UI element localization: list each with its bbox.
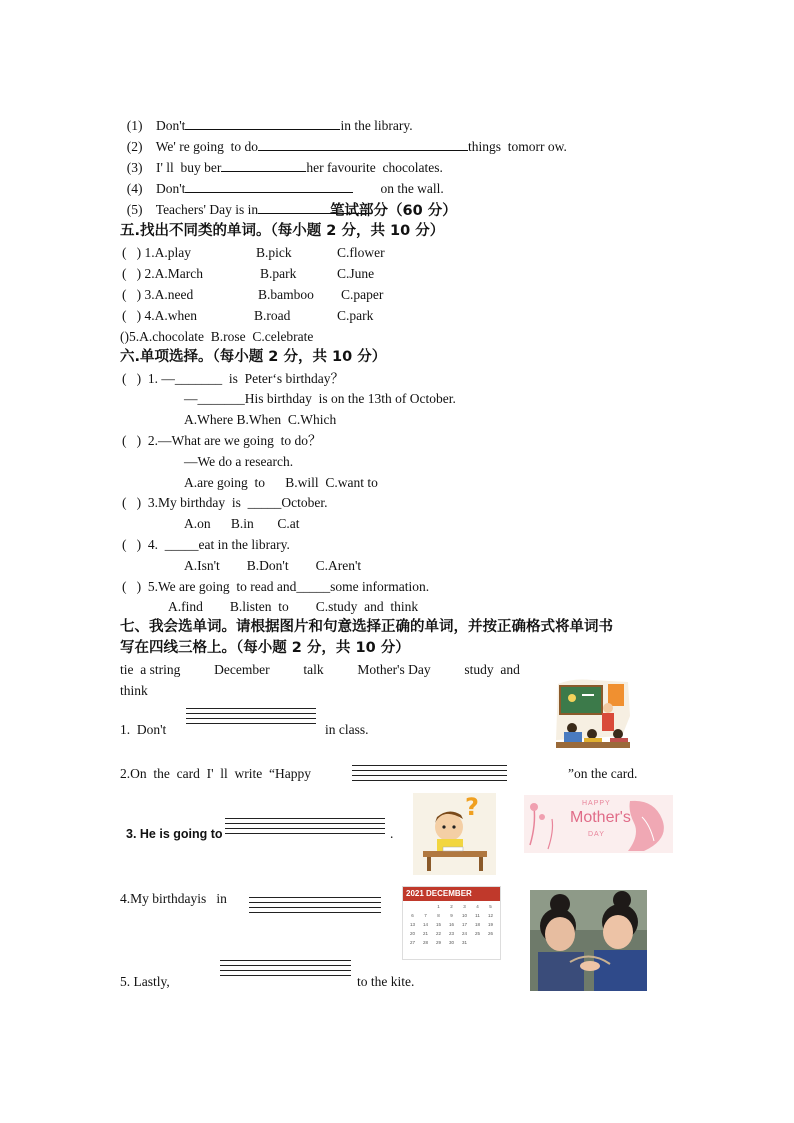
word-bank: tie a string December talk Mother's Day study and: [120, 662, 520, 677]
section6-q3: ( ) 3.My birthday is _____October.: [122, 495, 328, 510]
calendar-day: 10: [461, 913, 467, 918]
section6-q4-options: A.Isn't B.Don't C.Aren't: [184, 558, 362, 573]
card-happy-text: HAPPY: [582, 800, 611, 807]
tie-string-image: [530, 890, 647, 991]
section6-q3-options: A.on B.in C.at: [184, 516, 300, 531]
section6-q1-options: A.Where B.When C.Which: [184, 412, 337, 427]
calendar-day: 19: [487, 922, 493, 927]
calendar-day: 1: [437, 904, 440, 909]
calendar-day: 5: [489, 904, 492, 909]
card-mothers-text: Mother's: [570, 809, 631, 826]
calendar-day: 27: [409, 940, 415, 945]
calendar-day: 14: [422, 922, 428, 927]
calendar-day: [419, 904, 432, 909]
section6-q5-options: A.find B.listen to C.study and think: [168, 599, 419, 614]
section6-q2-answer: —We do a research.: [184, 454, 294, 469]
calendar-day: 16: [448, 922, 454, 927]
section6-q4: ( ) 4. _____eat in the library.: [122, 537, 290, 552]
word-bank-cont: think: [120, 683, 148, 698]
calendar-day: 25: [474, 931, 480, 936]
section5-item-3: ( ) 3.A.need B.bamboo C.paper: [122, 287, 384, 302]
four-line-grid[interactable]: [220, 960, 351, 980]
thinking-boy-illustration: [413, 793, 496, 875]
calendar-day: [484, 940, 497, 945]
section7-q1-pre: 1. Don't: [120, 722, 167, 737]
calendar-day: 28: [422, 940, 428, 945]
section7-title-line2: 写在四线三格上。（每小题 2 分，共 10 分）: [120, 640, 410, 656]
section7-q1-post: in class.: [325, 722, 369, 737]
calendar-day: 18: [474, 922, 480, 927]
calendar-day: 17: [461, 922, 467, 927]
section7-q5-post: to the kite.: [357, 974, 415, 989]
four-line-grid[interactable]: [352, 765, 507, 785]
classroom-talk-image: [552, 676, 634, 752]
calendar-day: 4: [476, 904, 479, 909]
calendar-day: 31: [461, 940, 467, 945]
mothers-day-card-image: [524, 795, 673, 853]
listening-item-3: (3) I' ll buy ber her favourite chocolates.: [126, 160, 443, 175]
section7-q3-post: .: [390, 826, 394, 841]
section5-item-5: ()5.A.chocolate B.rose C.celebrate: [120, 329, 314, 344]
calendar-day: 20: [409, 931, 415, 936]
section6-title: 六.单项选择。（每小题 2 分，共 10 分）: [120, 349, 387, 365]
section5-item-2: ( ) 2.A.March B.park C.June: [122, 266, 375, 281]
four-line-grid[interactable]: [186, 708, 316, 728]
listening-item-5: (5) Teachers' Day is in: [120, 182, 371, 219]
four-line-grid[interactable]: [225, 818, 385, 838]
calendar-day: 23: [448, 931, 454, 936]
calendar-day: 29: [435, 940, 441, 945]
calendar-day: 15: [435, 922, 441, 927]
calendar-day: [471, 940, 484, 945]
calendar-day: 7: [424, 913, 427, 918]
calendar-day: 13: [409, 922, 415, 927]
section6-q2: ( ) 2.—What are we going to do？: [122, 433, 322, 448]
four-line-grid[interactable]: [249, 897, 381, 917]
calendar-day: 11: [475, 913, 480, 918]
card-day-text: DAY: [588, 831, 605, 838]
section6-q1-answer: —_______His birthday is on the 13th of October.: [184, 391, 456, 406]
calendar-day: 8: [437, 913, 440, 918]
section5-title: 五.找出不同类的单词。（每小题 2 分，共 10 分）: [120, 223, 445, 239]
listening-item-2: (2) We' re going to do things tomorr ow.: [126, 139, 567, 154]
girls-tying-string-photo: [530, 890, 647, 991]
svg-text:?: ?: [465, 793, 479, 821]
calendar-day: 3: [463, 904, 466, 909]
calendar-day: 12: [487, 913, 493, 918]
section6-q2-options: A.are going to B.will C.want to: [184, 475, 378, 490]
section6-q1: ( ) 1. —_______ is Peter‘s birthday？: [122, 371, 344, 386]
calendar-day: 21: [422, 931, 428, 936]
section7-q5-pre: 5. Lastly,: [120, 974, 170, 989]
calendar-day: 2: [450, 904, 453, 909]
calendar-day: [406, 904, 419, 909]
calendar-grid: [403, 901, 500, 948]
listening-item-1: (1) Don't in the library.: [126, 118, 413, 133]
calendar-day: 22: [435, 931, 441, 936]
section7-q3-pre: 3. He is going to: [126, 827, 223, 841]
classroom-illustration: [552, 676, 634, 752]
written-part-header: 笔试部分（60 分）: [330, 203, 457, 219]
section7-q2-pre: 2.On the card I' ll write “Happy: [120, 766, 311, 781]
calendar-day: 26: [487, 931, 493, 936]
section5-item-1: ( ) 1.A.play B.pick C.flower: [122, 245, 385, 260]
calendar-day: 24: [461, 931, 467, 936]
calendar-day: 30: [448, 940, 454, 945]
calendar-day: 9: [450, 913, 453, 918]
section5-item-4: ( ) 4.A.when B.road C.park: [122, 308, 374, 323]
study-think-image: [413, 793, 496, 875]
listening-item-4: (4) Don't on the wall.: [126, 181, 444, 196]
section7-title-line1: 七、我会选单词。请根据图片和句意选择正确的单词，并按正确格式将单词书: [120, 619, 613, 635]
calendar-day: 6: [411, 913, 414, 918]
section7-q2-post: ”on the card.: [568, 766, 638, 781]
december-calendar-image: [402, 886, 501, 960]
section6-q5: ( ) 5.We are going to read and_____some information.: [122, 579, 430, 594]
calendar-title: 2021 DECEMBER: [403, 887, 500, 901]
section7-q4-pre: 4.My birthdayis in: [120, 891, 227, 906]
